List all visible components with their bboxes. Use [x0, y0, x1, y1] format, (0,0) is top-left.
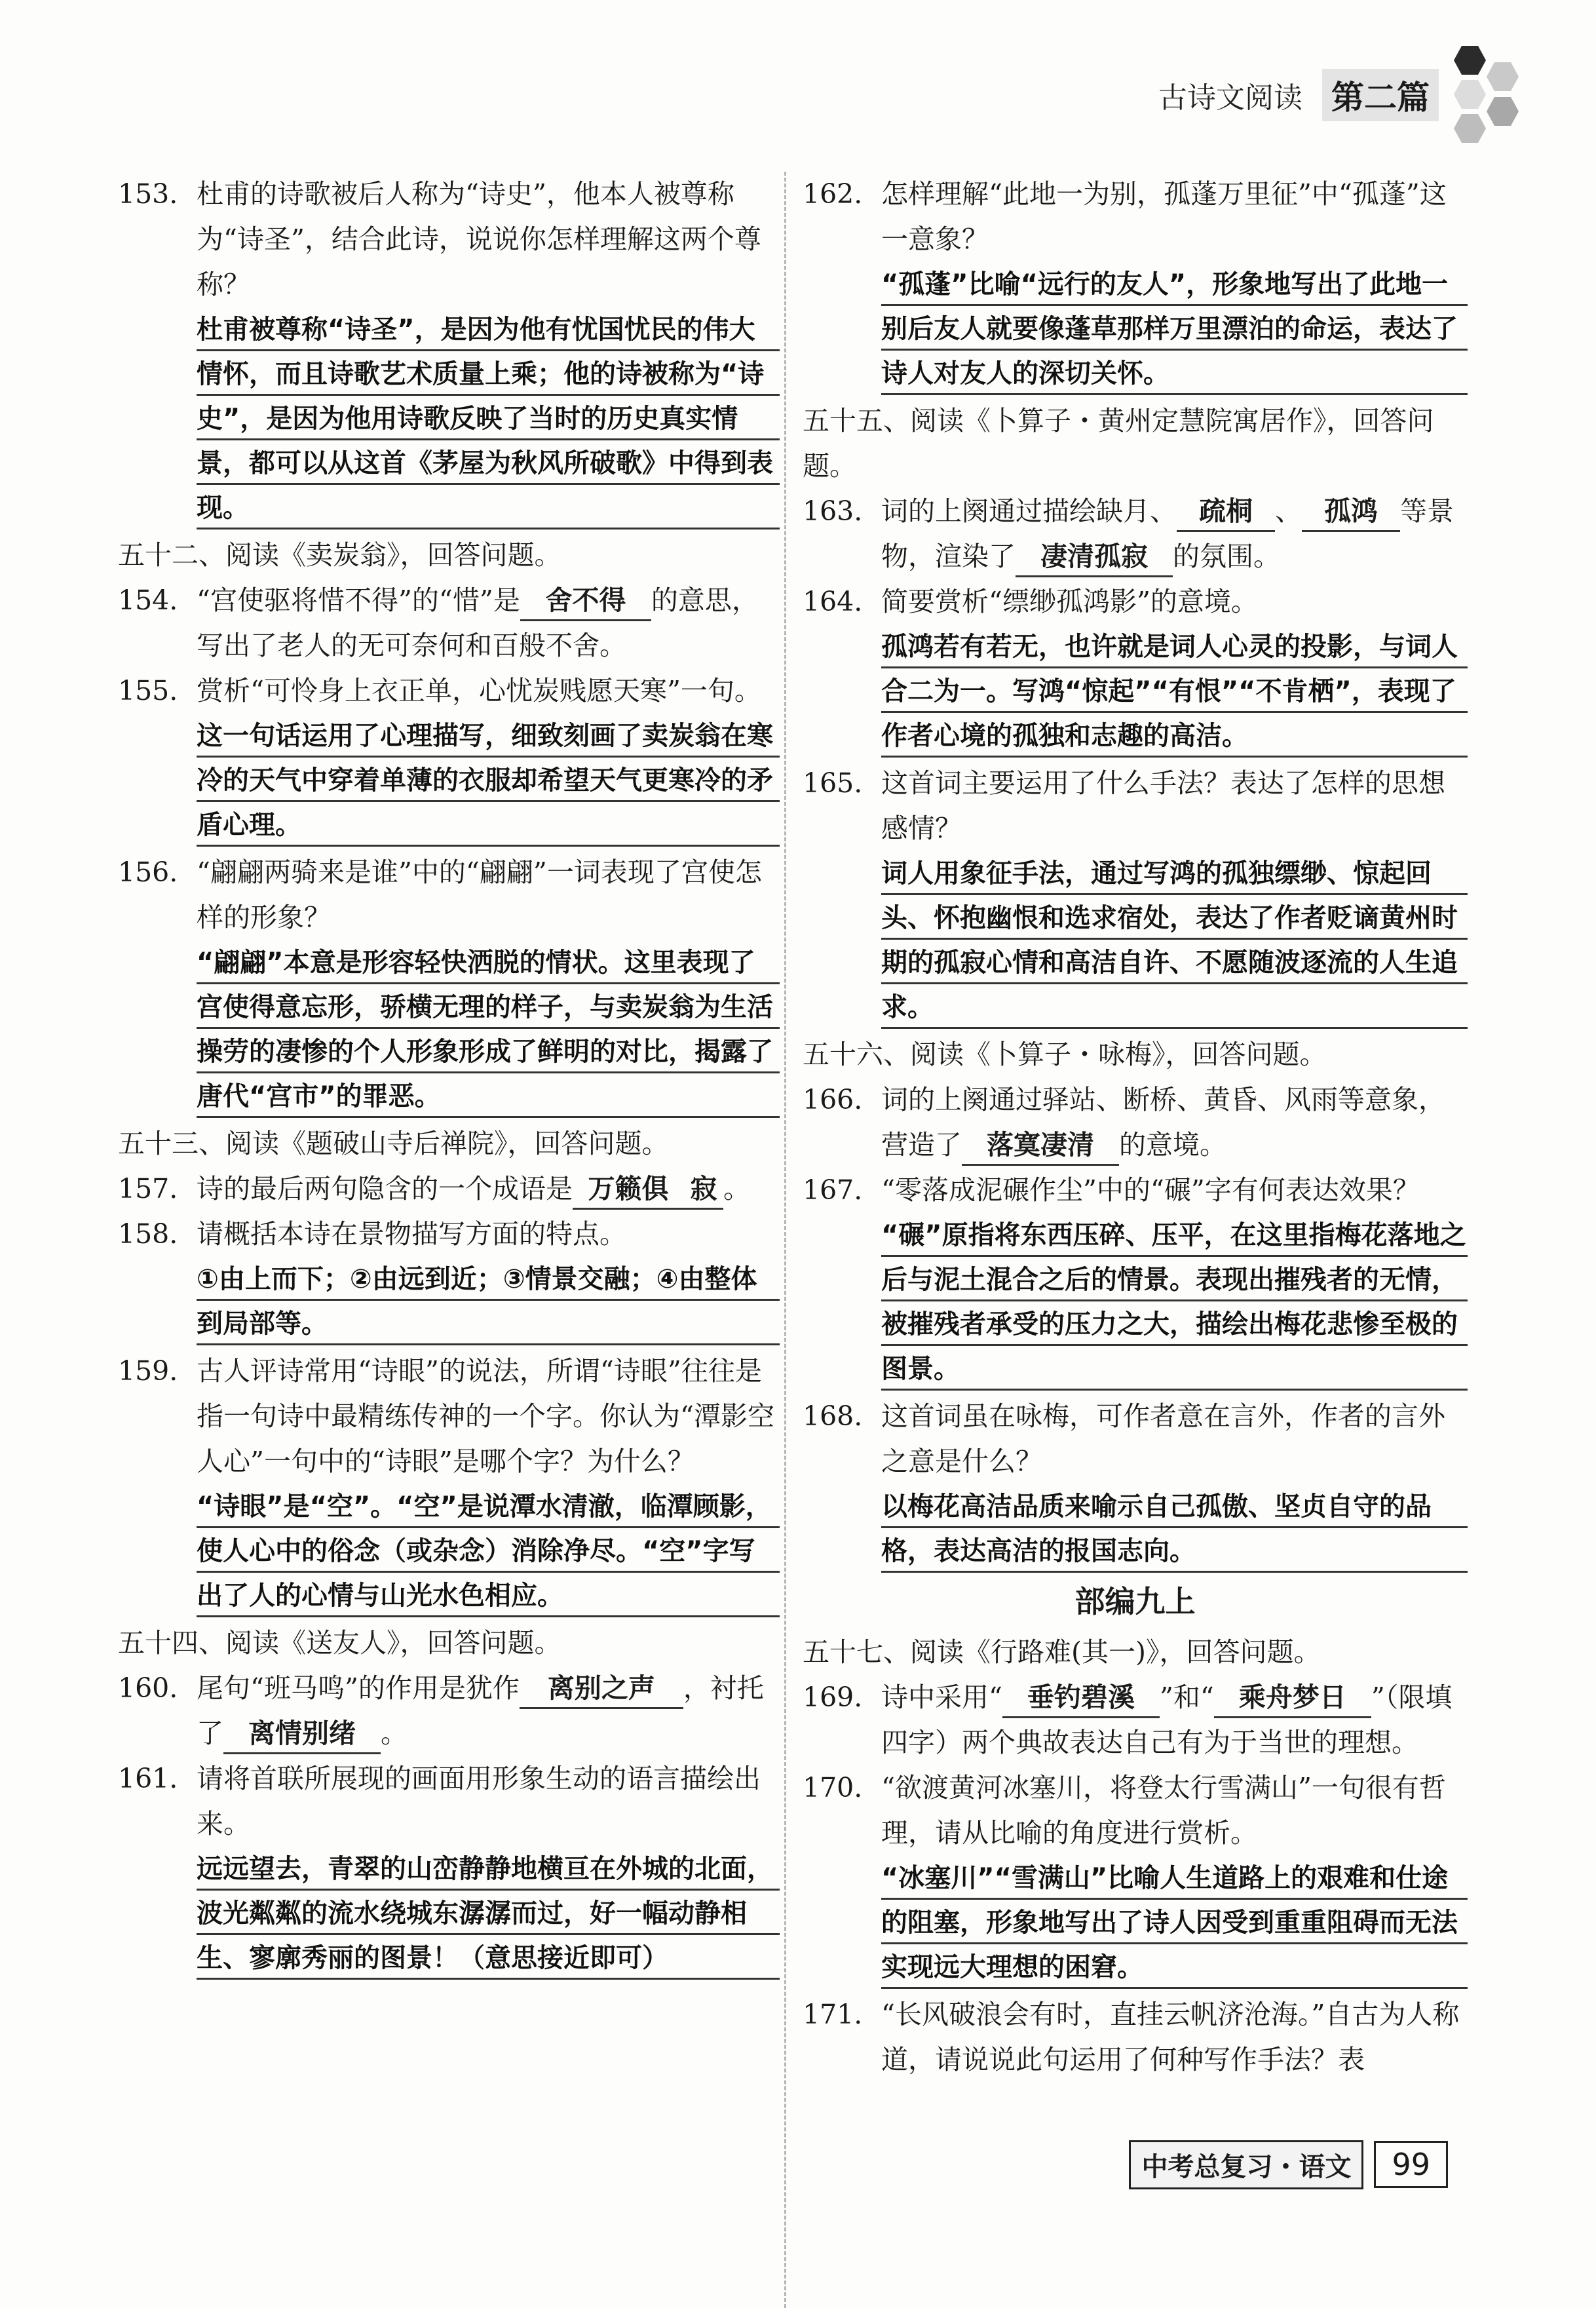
page-footer	[1129, 2138, 1448, 2191]
section-heading-53: 五十三、阅读《题破山寺后禅院》，回答问题。	[118, 1128, 669, 1159]
question-text: 这首词虽在咏梅，可作者意在言外，作者的言外之意是什么？	[881, 1400, 1445, 1477]
book-brand: 中考总复习・语文	[1129, 2140, 1363, 2189]
question-171: 171. “长风破浪会有时，直挂云帆济沧海。”自古为人称道，请说说此句运用了何种写作手法？表	[803, 1999, 1460, 2075]
question-text: 这首词主要运用了什么手法？表达了怎样的思想感情？	[881, 767, 1445, 844]
fill-answer: 离情别绪	[223, 1714, 381, 1754]
question-164: 164. 简要赏析“缥缈孤鸿影”的意境。 孤鸿若有若无，也许就是词人心灵的投影，与词人合二为一。写鸿“惊起”“有恨”“不肯栖”，表现了作者心境的孤独和志趣的高洁。	[803, 579, 1468, 758]
fill-answer: 凄清孤寂	[1016, 537, 1173, 577]
question-text: “欲渡黄河冰塞川，将登太行雪满山”一句很有哲理，请从比喻的角度进行赏析。	[881, 1772, 1446, 1849]
question-165: 165. 这首词主要运用了什么手法？表达了怎样的思想感情？ 词人用象征手法，通过写鸿的孤独缥缈、惊起回头、怀抱幽恨和选求宿处，表达了作者贬谪黄州时期的孤寂心情和高洁自许、不愿随波逐流的人生追求。	[803, 761, 1468, 1029]
fill-answer: 孤鸿	[1302, 492, 1400, 532]
part-label: 第二篇	[1322, 69, 1439, 121]
fill-answer: 疏桐	[1177, 492, 1275, 532]
answer-text: 杜甫被尊称“诗圣”，是因为他有忧国忧民的伟大情怀，而且诗歌艺术质量上乘；他的诗被称为“诗史”，是因为他用诗歌反映了当时的历史真实情景，都可以从这首《茅屋为秋风所破歌》中得到表现。	[197, 307, 780, 530]
section-title: 古诗文阅读	[1158, 81, 1302, 115]
question-162: 162. 怎样理解“此地一为别，孤蓬万里征”中“孤蓬”这一意象？ “孤蓬”比喻“远行的友人”，形象地写出了此地一别后友人就要像蓬草那样万里漂泊的命运，表达了诗人对友人的深切关怀。	[803, 172, 1468, 396]
section-heading-55: 五十五、阅读《卜算子・黄州定慧院寓居作》，回答问题。	[803, 405, 1434, 482]
question-153: 153. 杜甫的诗歌被后人称为“诗史”，他本人被尊称为“诗圣”，结合此诗，说说你怎样理解这两个尊称？ 杜甫被尊称“诗圣”，是因为他有忧国忧民的伟大情怀，而且诗歌艺术质量上乘；他的诗被称为“诗史”，是因为他用诗歌反映了当时的历史真实情景，都可以从这首《茅屋为秋风所破歌》中得到表现。	[118, 172, 780, 530]
question-156: 156. “翩翩两骑来是谁”中的“翩翩”一词表现了宫使怎样的形象？ “翩翩”本意是形容轻快洒脱的情状。这里表现了宫使得意忘形，骄横无理的样子，与卖炭翁为生活操劳的凄惨的个人形象形成了鲜明的对比，揭露了唐代“宫市”的罪恶。	[118, 850, 780, 1119]
answer-text: “碾”原指将东西压碎、压平，在这里指梅花落地之后与泥土混合之后的情景。表现出摧残者的无情，被摧残者承受的压力之大，描绘出梅花悲惨至极的图景。	[881, 1213, 1468, 1391]
question-text: “长风破浪会有时，直挂云帆济沧海。”自古为人称道，请说说此句运用了何种写作手法？表	[881, 1999, 1460, 2075]
fill-answer: 离别之声	[520, 1669, 683, 1709]
question-159: 159. 古人评诗常用“诗眼”的说法，所谓“诗眼”往往是指一句诗中最精练传神的一个字。你认为“潭影空人心”一句中的“诗眼”是哪个字？为什么？ “诗眼”是“空”。“空”是说潭水清澈，临潭顾影，使人心中的俗念（或杂念）消除净尽。“空”字写出了人的心情与山光水色相应。	[118, 1349, 780, 1618]
fill-answer: 舍不得	[520, 581, 651, 621]
question-text: 赏析“可怜身上衣正单，心忧炭贱愿天寒”一句。	[197, 675, 761, 706]
question-text: 请概括本诗在景物描写方面的特点。	[197, 1218, 626, 1250]
question-161: 161. 请将首联所展现的画面用形象生动的语言描绘出来。 远远望去，青翠的山峦静静地横亘在外城的北面，波光粼粼的流水绕城东潺潺而过，好一幅动静相生、寥廓秀丽的图景！（意思接近即可）	[118, 1756, 780, 1980]
question-155: 155. 赏析“可怜身上衣正单，心忧炭贱愿天寒”一句。 这一句话运用了心理描写，细致刻画了卖炭翁在寒冷的天气中穿着单薄的衣服却希望天气更寒冷的矛盾心理。	[118, 668, 780, 847]
question-text: 简要赏析“缥缈孤鸿影”的意境。	[881, 586, 1258, 617]
question-170: 170. “欲渡黄河冰塞川，将登太行雪满山”一句很有哲理，请从比喻的角度进行赏析。 “冰塞川”“雪满山”比喻人生道路上的艰难和仕途的阻塞，形象地写出了诗人因受到重重阻碍而无法实现远大理想的困窘。	[803, 1765, 1468, 1990]
question-168: 168. 这首词虽在咏梅，可作者意在言外，作者的言外之意是什么？ 以梅花高洁品质来喻示自己孤傲、坚贞自守的品格，表达高洁的报国志向。	[803, 1394, 1468, 1573]
question-163: 163. 词的上阕通过描绘缺月、 疏桐 、 孤鸿 等景物，渲染了 凄清孤寂 的氛围。	[803, 489, 1468, 579]
question-158: 158. 请概括本诗在景物描写方面的特点。 ①由上而下；②由远到近；③情景交融；④由整体到局部等。	[118, 1212, 780, 1346]
fill-answer: 乘舟梦日	[1214, 1678, 1371, 1718]
section-heading-56: 五十六、阅读《卜算子・咏梅》，回答问题。	[803, 1039, 1327, 1070]
answer-text: 以梅花高洁品质来喻示自己孤傲、坚贞自守的品格，表达高洁的报国志向。	[881, 1484, 1468, 1573]
section-heading-54: 五十四、阅读《送友人》，回答问题。	[118, 1627, 561, 1659]
question-160: 160. 尾句“班马鸣”的作用是犹作 离别之声 ，衬托了 离情别绪 。	[118, 1666, 780, 1756]
answer-text: “孤蓬”比喻“远行的友人”，形象地写出了此地一别后友人就要像蓬草那样万里漂泊的命运，表达了诗人对友人的深切关怀。	[881, 262, 1468, 396]
left-column	[118, 172, 780, 1983]
question-text: 杜甫的诗歌被后人称为“诗史”，他本人被尊称为“诗圣”，结合此诗，说说你怎样理解这两个尊称？	[197, 178, 761, 300]
answer-text: 这一句话运用了心理描写，细致刻画了卖炭翁在寒冷的天气中穿着单薄的衣服却希望天气更寒冷的矛盾心理。	[197, 714, 780, 847]
question-154: 154. “宫使驱将惜不得”的“惜”是 舍不得 的意思，写出了老人的无可奈何和百般不舍。	[118, 578, 780, 668]
answer-text: “翩翩”本意是形容轻快洒脱的情状。这里表现了宫使得意忘形，骄横无理的样子，与卖炭翁为生活操劳的凄惨的个人形象形成了鲜明的对比，揭露了唐代“宫市”的罪恶。	[197, 940, 780, 1119]
answer-text: 孤鸿若有若无，也许就是词人心灵的投影，与词人合二为一。写鸿“惊起”“有恨”“不肯栖”，表现了作者心境的孤独和志趣的高洁。	[881, 625, 1468, 758]
question-text: 请将首联所展现的画面用形象生动的语言描绘出来。	[197, 1763, 761, 1839]
answer-text: “冰塞川”“雪满山”比喻人生道路上的艰难和仕途的阻塞，形象地写出了诗人因受到重重阻碍而无法实现远大理想的困窘。	[881, 1856, 1468, 1990]
question-text: “翩翩两骑来是谁”中的“翩翩”一词表现了宫使怎样的形象？	[197, 856, 762, 933]
fill-answer: 垂钓碧溪	[1002, 1678, 1160, 1718]
fill-answer: 万籁俱	[573, 1170, 684, 1210]
fill-answer: 落寞凄清	[962, 1126, 1119, 1166]
page-header	[1158, 66, 1439, 125]
page-number: 99	[1374, 2141, 1448, 2188]
question-166: 166. 词的上阕通过驿站、断桥、黄昏、风雨等意象，营造了 落寞凄清 的意境。	[803, 1077, 1468, 1168]
answer-text: 远远望去，青翠的山峦静静地横亘在外城的北面，波光粼粼的流水绕城东潺潺而过，好一幅动静相生、寥廓秀丽的图景！（意思接近即可）	[197, 1847, 780, 1980]
hexagon-decoration-icon	[1432, 39, 1530, 157]
section-heading-57: 五十七、阅读《行路难(其一)》，回答问题。	[803, 1636, 1321, 1668]
section-heading-52: 五十二、阅读《卖炭翁》，回答问题。	[118, 539, 561, 571]
question-167: 167. “零落成泥碾作尘”中的“碾”字有何表达效果？ “碾”原指将东西压碎、压平，在这里指梅花落地之后与泥土混合之后的情景。表现出摧残者的无情，被摧残者承受的压力之大，描绘出梅花悲惨至极的图景。	[803, 1168, 1468, 1391]
fill-answer: 寂	[684, 1170, 723, 1210]
right-column	[803, 172, 1468, 2083]
question-text: 古人评诗常用“诗眼”的说法，所谓“诗眼”往往是指一句诗中最精练传神的一个字。你认为“潭影空人心”一句中的“诗眼”是哪个字？为什么？	[197, 1355, 774, 1477]
question-text: 怎样理解“此地一为别，孤蓬万里征”中“孤蓬”这一意象？	[881, 178, 1447, 255]
unit-subtitle: 部编九上	[1074, 1584, 1196, 1619]
answer-text: ①由上而下；②由远到近；③情景交融；④由整体到局部等。	[197, 1257, 780, 1346]
question-169: 169. 诗中采用“ 垂钓碧溪 ”和“ 乘舟梦日 ”（限填四字）两个典故表达自己有为于当世的理想。	[803, 1675, 1468, 1765]
question-text: “零落成泥碾作尘”中的“碾”字有何表达效果？	[881, 1174, 1420, 1206]
question-157: 157. 诗的最后两句隐含的一个成语是 万籁俱 寂 。	[118, 1166, 780, 1212]
answer-text: “诗眼”是“空”。“空”是说潭水清澈，临潭顾影，使人心中的俗念（或杂念）消除净尽。“空”字写出了人的心情与山光水色相应。	[197, 1484, 780, 1618]
column-divider	[784, 172, 786, 2308]
answer-text: 词人用象征手法，通过写鸿的孤独缥缈、惊起回头、怀抱幽恨和选求宿处，表达了作者贬谪黄州时期的孤寂心情和高洁自许、不愿随波逐流的人生追求。	[881, 851, 1468, 1029]
